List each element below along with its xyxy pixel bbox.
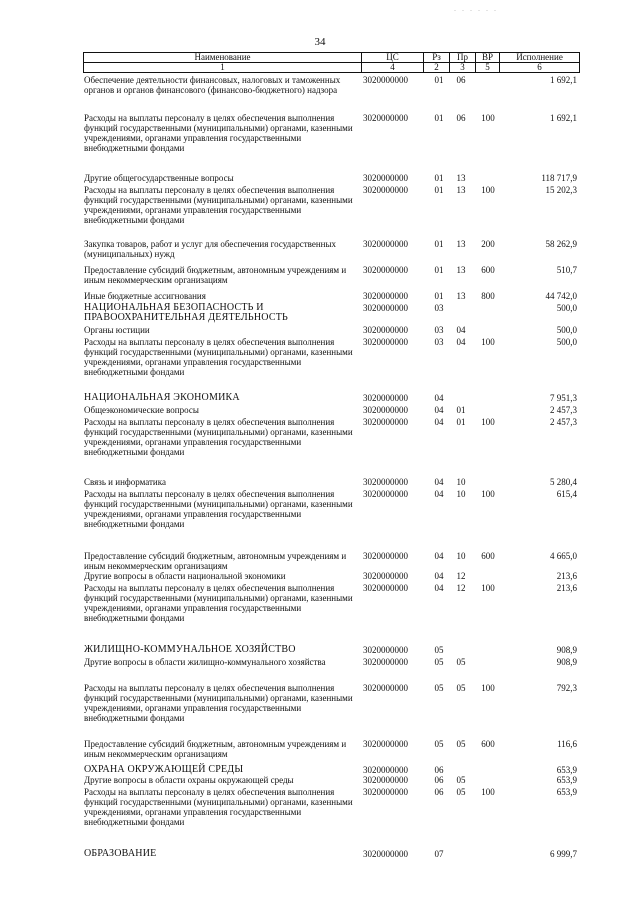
row-rz-code: 04 xyxy=(434,477,444,487)
row-cs-code: 3020000000 xyxy=(363,417,408,427)
row-vr-code: 100 xyxy=(481,337,495,347)
row-name: НАЦИОНАЛЬНАЯ БЕЗОПАСНОСТЬ И ПРАВООХРАНИТЕЛЬНАЯ ДЕЯТЕЛЬНОСТЬ xyxy=(84,302,288,323)
row-name: Расходы на выплаты персоналу в целях обеспечения выполнения функций государственными (муниципальными) органами, казенными учреждениями, органами управления государственными внебюджетными фондами xyxy=(84,417,353,457)
col-exec-number: 6 xyxy=(500,63,580,73)
row-name: Другие общегосударственные вопросы xyxy=(84,173,234,183)
row-exec-value: 653,9 xyxy=(556,787,577,797)
row-name: Общеэкономические вопросы xyxy=(84,405,199,415)
row-pr-code: 10 xyxy=(456,477,466,487)
row-name: Расходы на выплаты персоналу в целях обеспечения выполнения функций государственными (муниципальными) органами, казенными учреждениями, органами управления государственными внебюджетными фондами xyxy=(84,113,353,153)
row-name: Другие вопросы в области охраны окружающей среды xyxy=(84,775,294,785)
row-name: Иные бюджетные ассигнования xyxy=(84,291,206,301)
row-cs-code: 3020000000 xyxy=(363,571,408,581)
row-cs-code: 3020000000 xyxy=(363,265,408,275)
col-vr-number: 5 xyxy=(476,63,500,73)
row-name: Расходы на выплаты персоналу в целях обеспечения выполнения функций государственными (муниципальными) органами, казенными учреждениями, органами управления государственными внебюджетными фондами xyxy=(84,489,353,529)
col-pr-header: Пр xyxy=(450,53,476,63)
row-cs-code: 3020000000 xyxy=(363,185,408,195)
row-cs-code: 3020000000 xyxy=(363,477,408,487)
row-cs-code: 3020000000 xyxy=(363,683,408,693)
row-cs-code: 3020000000 xyxy=(363,239,408,249)
row-name: Другие вопросы в области жилищно-коммунального хозяйства xyxy=(84,657,326,667)
row-pr-code: 04 xyxy=(456,325,466,335)
row-pr-code: 04 xyxy=(456,337,466,347)
row-cs-code: 3020000000 xyxy=(363,657,408,667)
row-name: Расходы на выплаты персоналу в целях обеспечения выполнения функций государственными (муниципальными) органами, казенными учреждениями, органами управления государственными внебюджетными фондами xyxy=(84,185,353,225)
row-cs-code: 3020000000 xyxy=(363,303,408,313)
row-vr-code: 100 xyxy=(481,113,495,123)
row-exec-value: 615,4 xyxy=(556,489,577,499)
col-rz-header: Рз xyxy=(424,53,450,63)
row-name: Расходы на выплаты персоналу в целях обеспечения выполнения функций государственными (муниципальными) органами, казенными учреждениями, органами управления государственными внебюджетными фондами xyxy=(84,337,353,377)
row-exec-value: 15 202,3 xyxy=(545,185,577,195)
row-exec-value: 653,9 xyxy=(556,765,577,775)
row-rz-code: 01 xyxy=(434,239,444,249)
row-cs-code: 3020000000 xyxy=(363,113,408,123)
row-cs-code: 3020000000 xyxy=(363,787,408,797)
row-pr-code: 05 xyxy=(456,739,466,749)
row-exec-value: 58 262,9 xyxy=(545,239,577,249)
row-cs-code: 3020000000 xyxy=(363,173,408,183)
page-number: 34 xyxy=(314,36,326,48)
row-pr-code: 10 xyxy=(456,551,466,561)
row-pr-code: 06 xyxy=(456,75,466,85)
row-pr-code: 13 xyxy=(456,173,466,183)
row-exec-value: 6 999,7 xyxy=(550,849,577,859)
row-pr-code: 13 xyxy=(456,265,466,275)
row-pr-code: 13 xyxy=(456,239,466,249)
row-name: ЖИЛИЩНО-КОММУНАЛЬНОЕ ХОЗЯЙСТВО xyxy=(84,644,296,655)
row-pr-code: 05 xyxy=(456,787,466,797)
row-vr-code: 600 xyxy=(481,551,495,561)
row-cs-code: 3020000000 xyxy=(363,775,408,785)
row-exec-value: 500,0 xyxy=(556,325,577,335)
row-pr-code: 01 xyxy=(456,417,466,427)
row-cs-code: 3020000000 xyxy=(363,551,408,561)
row-pr-code: 13 xyxy=(456,185,466,195)
col-name-header: Наименование xyxy=(84,53,362,63)
row-vr-code: 100 xyxy=(481,417,495,427)
row-rz-code: 06 xyxy=(434,787,444,797)
row-name: Расходы на выплаты персоналу в целях обеспечения выполнения функций государственными (муниципальными) органами, казенными учреждениями, органами управления государственными внебюджетными фондами xyxy=(84,787,353,827)
row-rz-code: 01 xyxy=(434,75,444,85)
col-cs-number: 4 xyxy=(362,63,424,73)
row-rz-code: 04 xyxy=(434,405,444,415)
row-name: Органы юстиции xyxy=(84,325,150,335)
row-pr-code: 05 xyxy=(456,657,466,667)
row-exec-value: 44 742,0 xyxy=(545,291,577,301)
row-rz-code: 01 xyxy=(434,113,444,123)
row-cs-code: 3020000000 xyxy=(363,583,408,593)
row-exec-value: 1 692,1 xyxy=(550,113,577,123)
row-vr-code: 800 xyxy=(481,291,495,301)
row-exec-value: 7 951,3 xyxy=(550,393,577,403)
row-name: НАЦИОНАЛЬНАЯ ЭКОНОМИКА xyxy=(84,392,240,403)
row-name: Другие вопросы в области национальной экономики xyxy=(84,571,286,581)
row-exec-value: 1 692,1 xyxy=(550,75,577,85)
row-vr-code: 100 xyxy=(481,683,495,693)
col-exec-header: Исполнение xyxy=(500,53,580,63)
scan-speck: . . . . . . xyxy=(454,4,498,13)
row-rz-code: 04 xyxy=(434,489,444,499)
row-exec-value: 908,9 xyxy=(556,645,577,655)
row-rz-code: 03 xyxy=(434,325,444,335)
row-name: Расходы на выплаты персоналу в целях обеспечения выполнения функций государственными (муниципальными) органами, казенными учреждениями, органами управления государственными внебюджетными фондами xyxy=(84,683,353,723)
row-pr-code: 12 xyxy=(456,571,466,581)
row-exec-value: 5 280,4 xyxy=(550,477,577,487)
row-rz-code: 04 xyxy=(434,551,444,561)
row-name: ОХРАНА ОКРУЖАЮЩЕЙ СРЕДЫ xyxy=(84,764,244,775)
row-rz-code: 01 xyxy=(434,185,444,195)
col-rz-number: 2 xyxy=(424,63,450,73)
row-rz-code: 01 xyxy=(434,265,444,275)
row-rz-code: 05 xyxy=(434,739,444,749)
row-rz-code: 04 xyxy=(434,583,444,593)
row-exec-value: 2 457,3 xyxy=(550,405,577,415)
row-name: Закупка товаров, работ и услуг для обеспечения государственных (муниципальных) нужд xyxy=(84,239,337,259)
row-exec-value: 510,7 xyxy=(556,265,577,275)
table-header xyxy=(83,52,580,73)
row-rz-code: 04 xyxy=(434,393,444,403)
row-rz-code: 01 xyxy=(434,291,444,301)
row-vr-code: 600 xyxy=(481,265,495,275)
row-exec-value: 213,6 xyxy=(556,571,577,581)
row-pr-code: 01 xyxy=(456,405,466,415)
row-cs-code: 3020000000 xyxy=(363,393,408,403)
row-rz-code: 06 xyxy=(434,765,444,775)
row-exec-value: 4 665,0 xyxy=(550,551,577,561)
row-rz-code: 05 xyxy=(434,683,444,693)
row-exec-value: 213,6 xyxy=(556,583,577,593)
row-exec-value: 653,9 xyxy=(556,775,577,785)
row-cs-code: 3020000000 xyxy=(363,849,408,859)
row-vr-code: 100 xyxy=(481,787,495,797)
row-pr-code: 05 xyxy=(456,775,466,785)
row-vr-code: 600 xyxy=(481,739,495,749)
row-cs-code: 3020000000 xyxy=(363,739,408,749)
row-exec-value: 118 717,9 xyxy=(541,173,577,183)
row-exec-value: 2 457,3 xyxy=(550,417,577,427)
row-name: Предоставление субсидий бюджетным, автономным учреждениям и иным некоммерческим организациям xyxy=(84,739,347,759)
row-cs-code: 3020000000 xyxy=(363,75,408,85)
row-pr-code: 13 xyxy=(456,291,466,301)
row-vr-code: 200 xyxy=(481,239,495,249)
row-name: Предоставление субсидий бюджетным, автономным учреждениям и иным некоммерческим организациям xyxy=(84,265,347,285)
row-rz-code: 04 xyxy=(434,571,444,581)
row-pr-code: 12 xyxy=(456,583,466,593)
col-cs-header: ЦС xyxy=(362,53,424,63)
row-rz-code: 05 xyxy=(434,645,444,655)
row-rz-code: 05 xyxy=(434,657,444,667)
row-rz-code: 03 xyxy=(434,337,444,347)
row-name: Обеспечение деятельности финансовых, налоговых и таможенных органов и органов финансового (финансово-бюджетного) надзора xyxy=(84,75,341,95)
row-exec-value: 500,0 xyxy=(556,337,577,347)
row-cs-code: 3020000000 xyxy=(363,337,408,347)
row-name: Предоставление субсидий бюджетным, автономным учреждениям и иным некоммерческим организациям xyxy=(84,551,347,571)
row-pr-code: 06 xyxy=(456,113,466,123)
row-exec-value: 792,3 xyxy=(556,683,577,693)
row-pr-code: 10 xyxy=(456,489,466,499)
row-name: Расходы на выплаты персоналу в целях обеспечения выполнения функций государственными (муниципальными) органами, казенными учреждениями, органами управления государственными внебюджетными фондами xyxy=(84,583,353,623)
row-vr-code: 100 xyxy=(481,489,495,499)
row-rz-code: 04 xyxy=(434,417,444,427)
row-exec-value: 908,9 xyxy=(556,657,577,667)
row-cs-code: 3020000000 xyxy=(363,765,408,775)
row-exec-value: 116,6 xyxy=(557,739,577,749)
row-pr-code: 05 xyxy=(456,683,466,693)
row-rz-code: 06 xyxy=(434,775,444,785)
row-name: Связь и информатика xyxy=(84,477,166,487)
row-rz-code: 03 xyxy=(434,303,444,313)
row-cs-code: 3020000000 xyxy=(363,645,408,655)
row-rz-code: 07 xyxy=(434,849,444,859)
row-cs-code: 3020000000 xyxy=(363,489,408,499)
col-pr-number: 3 xyxy=(450,63,476,73)
row-exec-value: 500,0 xyxy=(556,303,577,313)
row-rz-code: 01 xyxy=(434,173,444,183)
budget-table xyxy=(83,52,579,859)
row-cs-code: 3020000000 xyxy=(363,291,408,301)
col-name-number: 1 xyxy=(84,63,362,73)
row-vr-code: 100 xyxy=(481,185,495,195)
row-name: ОБРАЗОВАНИЕ xyxy=(84,848,157,859)
col-vr-header: ВР xyxy=(476,53,500,63)
row-cs-code: 3020000000 xyxy=(363,325,408,335)
row-vr-code: 100 xyxy=(481,583,495,593)
row-cs-code: 3020000000 xyxy=(363,405,408,415)
